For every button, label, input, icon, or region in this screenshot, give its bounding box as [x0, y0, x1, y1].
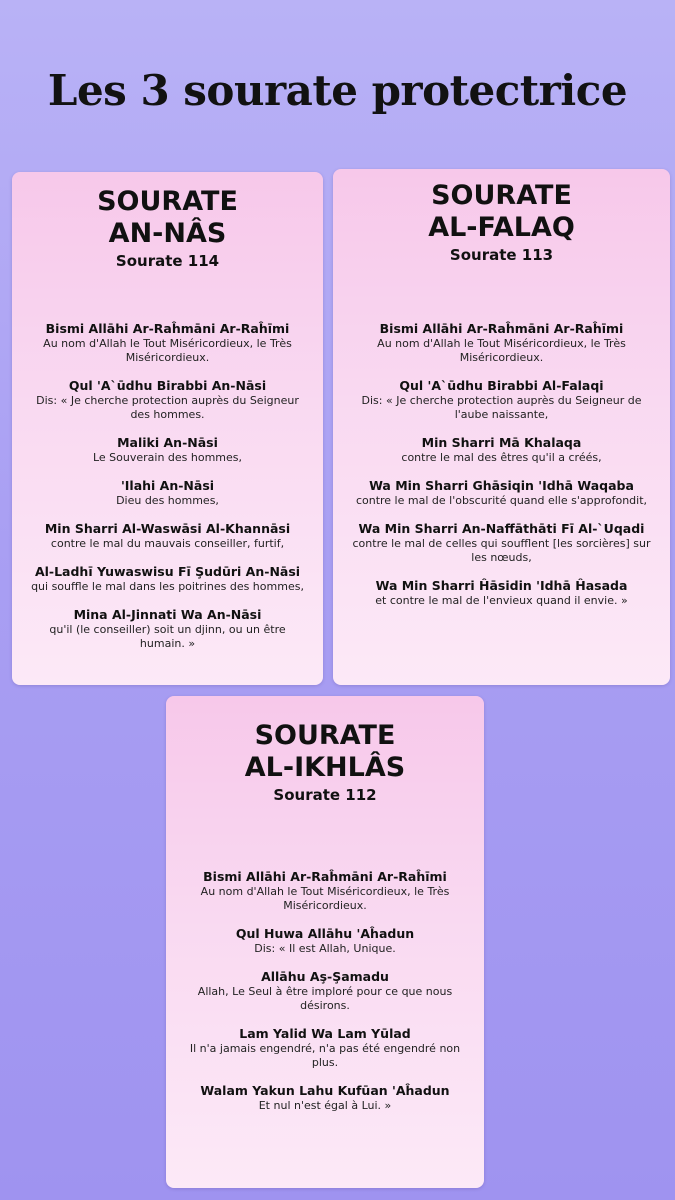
card-header — [12, 172, 323, 271]
verse-transliteration: Maliki An-Nāsi — [117, 435, 218, 450]
verse — [166, 969, 484, 1013]
verse — [12, 321, 323, 365]
verse-translation: contre le mal de celles qui soufflent [les sorcières] sur les nœuds, — [352, 537, 651, 564]
verse — [166, 1026, 484, 1070]
card-subtitle: Sourate 112 — [273, 786, 377, 804]
card-title-line1: SOURATE — [97, 186, 238, 217]
verse-translation: Au nom d'Allah le Tout Miséricordieux, le Très Miséricordieux. — [200, 885, 450, 912]
verse-list — [166, 869, 484, 1113]
verse-transliteration: Al-Ladhī Yuwaswisu Fī Şudūri An-Nāsi — [34, 564, 301, 579]
verse-translation: et contre le mal de l'envieux quand il envie. » — [375, 594, 628, 607]
verse-translation: Le Souverain des hommes, — [92, 451, 243, 464]
verse — [333, 321, 670, 365]
card-title-line1: SOURATE — [431, 180, 572, 211]
verse-translation: Au nom d'Allah le Tout Miséricordieux, le Très Miséricordieux. — [377, 337, 626, 364]
verse-transliteration: Min Sharri Mā Khalaqa — [421, 435, 582, 450]
verse-transliteration: 'Ilahi An-Nāsi — [120, 478, 215, 493]
verse — [12, 564, 323, 594]
verse-transliteration: Qul 'A`ūdhu Birabbi An-Nāsi — [68, 378, 267, 393]
verse-transliteration: Walam Yakun Lahu Kufūan 'Aĥadun — [200, 1083, 450, 1098]
card-header — [333, 169, 670, 265]
verse-list — [12, 321, 323, 651]
verse-translation: Dis: « Je cherche protection auprès du Seigneur de l'aube naissante, — [361, 394, 642, 421]
verse-transliteration: Bismi Allāhi Ar-Raĥmāni Ar-Raĥīmi — [203, 869, 447, 884]
verse-transliteration: Mina Al-Jinnati Wa An-Nāsi — [73, 607, 262, 622]
verse-translation: Au nom d'Allah le Tout Miséricordieux, le Très Miséricordieux. — [43, 337, 292, 364]
card-subtitle: Sourate 113 — [449, 246, 554, 264]
verse — [166, 869, 484, 913]
verse — [333, 578, 670, 608]
card-sourate-al-ikhlas — [166, 696, 484, 1188]
verse-transliteration: Bismi Allāhi Ar-Raĥmāni Ar-Raĥīmi — [379, 321, 624, 336]
verse — [333, 478, 670, 508]
verse-transliteration: Allāhu Aş-Şamadu — [261, 969, 389, 984]
verse-translation: contre le mal de l'obscurité quand elle s'approfondit, — [355, 494, 648, 507]
card-sourate-an-nas — [12, 172, 323, 685]
verse-translation: contre le mal des êtres qu'il a créés, — [401, 451, 602, 464]
verse-translation: Et nul n'est égal à Lui. » — [258, 1099, 392, 1112]
card-title-line2: AL-FALAQ — [428, 212, 575, 243]
verse — [333, 435, 670, 465]
verse — [166, 1083, 484, 1113]
verse-transliteration: Qul 'A`ūdhu Birabbi Al-Falaqi — [399, 378, 604, 393]
card-header — [166, 696, 484, 805]
verse-translation: qui souffle le mal dans les poitrines des hommes, — [31, 580, 304, 593]
verse — [333, 378, 670, 422]
verse-transliteration: Min Sharri Al-Waswāsi Al-Khannāsi — [44, 521, 291, 536]
verse-transliteration: Bismi Allāhi Ar-Raĥmāni Ar-Raĥīmi — [45, 321, 290, 336]
card-title-line2: AN-NÂS — [108, 218, 227, 249]
verse-translation: Dieu des hommes, — [116, 494, 219, 507]
verse-transliteration: Lam Yalid Wa Lam Yūlad — [239, 1026, 411, 1041]
verse-translation: Il n'a jamais engendré, n'a pas été engendré non plus. — [189, 1042, 461, 1069]
card-title-line2: AL-IKHLÂS — [244, 752, 406, 783]
verse-transliteration: Wa Min Sharri Ghāsiqin 'Idhā Waqaba — [369, 478, 634, 493]
card-sourate-al-falaq — [333, 169, 670, 685]
verse — [12, 435, 323, 465]
verse — [333, 521, 670, 565]
verse-transliteration: Wa Min Sharri Ĥāsidin 'Idhā Ĥasada — [375, 578, 628, 593]
verse — [12, 607, 323, 651]
verse — [12, 521, 323, 551]
verse-translation: Allah, Le Seul à être imploré pour ce que nous désirons. — [197, 985, 453, 1012]
verse-translation: Dis: « Il est Allah, Unique. — [254, 942, 396, 955]
verse-list — [333, 321, 670, 608]
card-subtitle: Sourate 114 — [115, 252, 220, 270]
verse-transliteration: Qul Huwa Allāhu 'Aĥadun — [235, 926, 415, 941]
verse-translation: Dis: « Je cherche protection auprès du Seigneur des hommes. — [36, 394, 299, 421]
verse-translation: qu'il (le conseiller) soit un djinn, ou un être humain. » — [49, 623, 286, 650]
verse — [166, 926, 484, 956]
page-title: Les 3 sourate protectrice — [47, 66, 628, 115]
verse-translation: contre le mal du mauvais conseiller, furtif, — [50, 537, 285, 550]
card-title-line1: SOURATE — [254, 720, 396, 751]
verse — [12, 378, 323, 422]
verse — [12, 478, 323, 508]
verse-transliteration: Wa Min Sharri An-Naffāthāti Fī Al-`Uqadi — [358, 521, 645, 536]
